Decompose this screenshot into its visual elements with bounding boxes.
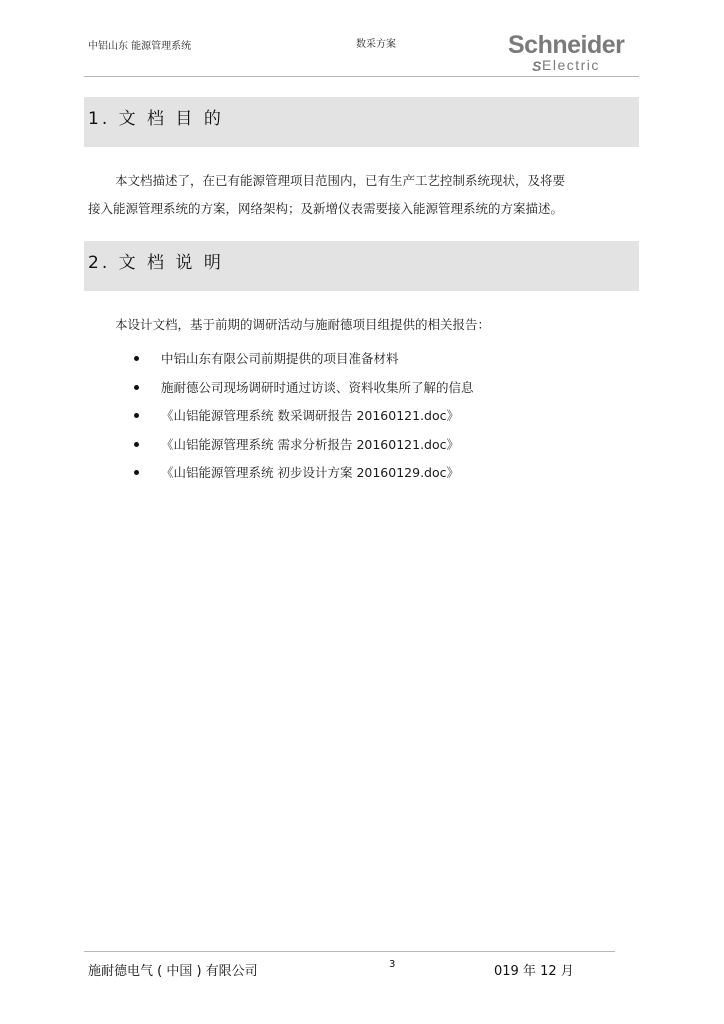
bullet-icon xyxy=(134,442,139,447)
section-1-title: 1. 文 档 目 的 xyxy=(88,109,224,129)
section-1-paragraph-line-1: 本文档描述了，在已有能源管理项目范围内，已有生产工艺控制系统现状，及将要 xyxy=(115,173,566,188)
bullet-icon xyxy=(134,470,139,475)
section-2-title: 2. 文 档 说 明 xyxy=(88,253,224,273)
logo-mark-icon: S xyxy=(532,58,542,74)
footer-date: 019 年 12 月 xyxy=(494,964,574,979)
footer-page-number: 3 xyxy=(389,959,396,970)
header-divider xyxy=(84,76,639,77)
footer-company: 施耐德电气 ( 中国 ) 有限公司 xyxy=(88,964,258,979)
bullet-icon xyxy=(134,356,139,361)
bullet-icon xyxy=(134,413,139,418)
logo-subtext: Electric xyxy=(542,57,600,73)
footer-divider xyxy=(84,951,615,952)
reference-list xyxy=(130,348,474,491)
list-item-text: 《山铝能源管理系统 初步设计方案 20160129.doc》 xyxy=(161,465,459,480)
list-item xyxy=(130,462,474,491)
section-1-paragraph-line-2: 接入能源管理系统的方案，网络架构；及新增仪表需要接入能源管理系统的方案描述。 xyxy=(88,201,564,216)
section-2-intro-text: 本设计文档，基于前期的调研活动与施耐德项目组提供的相关报告： xyxy=(115,317,491,332)
header-center-text: 数采方案 xyxy=(356,39,396,50)
list-item xyxy=(130,434,474,463)
list-item xyxy=(130,405,474,434)
list-item-text: 《山铝能源管理系统 数采调研报告 20160121.doc》 xyxy=(161,408,459,423)
bullet-icon xyxy=(134,385,139,390)
list-item-text: 施耐德公司现场调研时通过访谈、资料收集所了解的信息 xyxy=(161,379,474,395)
list-item xyxy=(130,377,474,406)
list-item-text: 中铝山东有限公司前期提供的项目准备材料 xyxy=(161,351,399,366)
logo-wordmark: Schneider xyxy=(508,31,625,59)
header-left-text: 中铝山东 能源管理系统 xyxy=(88,41,192,52)
section-1-paragraph xyxy=(88,167,639,223)
schneider-electric-logo xyxy=(508,31,648,75)
section-2-intro xyxy=(88,311,639,339)
list-item xyxy=(130,348,474,377)
list-item-text: 《山铝能源管理系统 需求分析报告 20160121.doc》 xyxy=(161,436,459,452)
